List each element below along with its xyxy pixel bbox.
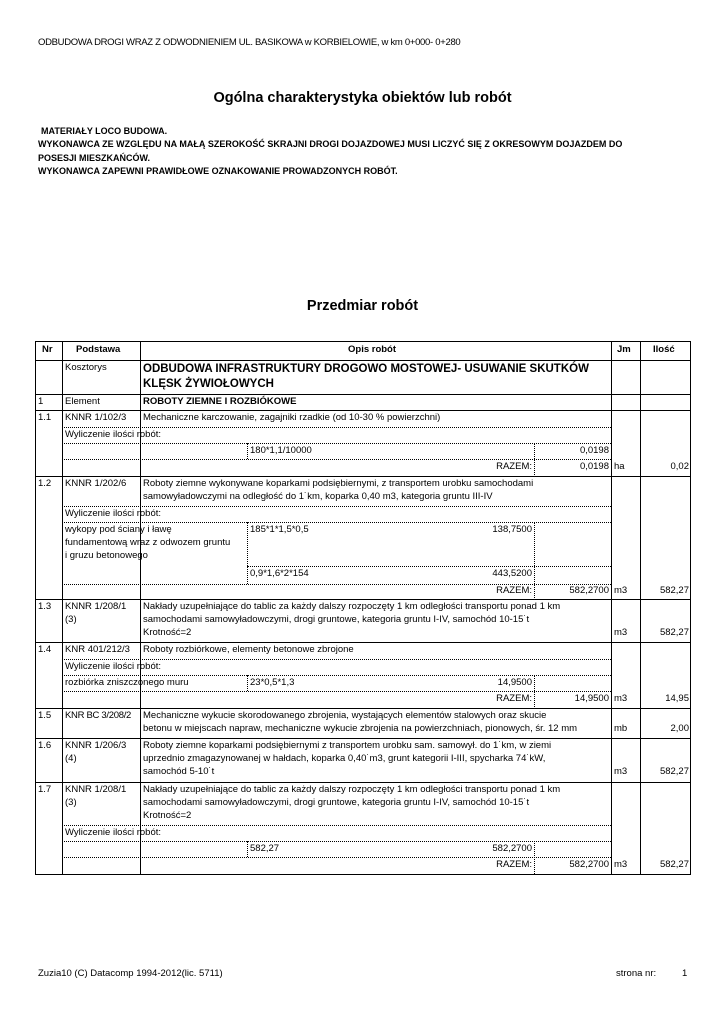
general-notes	[38, 125, 690, 178]
row-opis-line: uprzednio zmagazynowanej w hałdach, koparka 0,40˙m3, grunt kategorii I-III, spycharka 74˙kW,	[143, 753, 546, 764]
row-nr: 1.1	[38, 412, 52, 423]
column-divider	[140, 342, 141, 874]
row-opis-line: Mechaniczne karczowanie, zagajniki rzadkie (od 10-30 % powierzchni)	[143, 412, 441, 423]
row-nr: 1.5	[38, 710, 52, 721]
row-opis-line: Nakłady uzupełniające do tablic za każdy dalszy rozpoczęty 1 km odległości transportu ponad 1 km	[143, 784, 561, 795]
przedmiar-table	[35, 341, 691, 875]
row-divider	[36, 782, 690, 783]
column-divider	[611, 342, 612, 874]
kosztorys-title-2: KLĘSK ŻYWIOŁOWYCH	[143, 378, 274, 390]
header-opis: Opis robót	[348, 344, 397, 355]
row-podstawa: (4)	[65, 753, 77, 764]
row-ilosc: 582,27	[659, 627, 689, 638]
row-divider	[36, 708, 690, 709]
footer-page-label: strona nr:	[616, 968, 657, 979]
calc-divider	[534, 443, 535, 459]
element-nr: 1	[38, 396, 44, 407]
calc-label: Wyliczenie ilości robót:	[65, 661, 162, 672]
row-ilosc: 2,00	[670, 723, 689, 734]
calc-divider	[534, 459, 535, 475]
row-opis-line: betonu w miejscach napraw, mechaniczne wykucie zbrojenia na powierzchniach, pionowych, śr. 12 mm	[143, 723, 578, 734]
calc-formula: 0,9*1,6*2*154	[250, 568, 309, 579]
row-divider	[36, 394, 690, 395]
row-opis-line: Roboty rozbiórkowe, elementy betonowe zbrojone	[143, 644, 354, 655]
calc-divider	[62, 675, 611, 676]
row-jm: m3	[614, 766, 628, 777]
footer-page-number: 1	[682, 968, 688, 979]
row-opis-line: Nakłady uzupełniające do tablic za każdy dalszy rozpoczęty 1 km odległości transportu ponad 1 km	[143, 601, 561, 612]
kosztorys-title-1: ODBUDOWA INFRASTRUKTURY DROGOWO MOSTOWEJ- USUWANIE SKUTKÓW	[143, 363, 589, 375]
row-ilosc: 14,95	[665, 693, 689, 704]
row-divider	[36, 599, 690, 600]
razem-label: RAZEM:	[496, 461, 532, 472]
row-opis-line: samowyładowczymi na odległość do 1˙km, koparka 0,40 m3, kategoria gruntu III-IV	[143, 491, 493, 502]
row-podstawa: (3)	[65, 614, 77, 625]
row-divider	[36, 642, 690, 643]
row-podstawa: KNNR 1/202/6	[65, 478, 127, 489]
calc-divider	[62, 506, 611, 507]
section-title-general: Ogólna charakterystyka obiektów lub robót	[213, 90, 512, 106]
calc-divider	[247, 566, 611, 567]
row-jm: m3	[614, 693, 628, 704]
row-divider	[36, 360, 690, 361]
razem-label: RAZEM:	[496, 859, 532, 870]
calc-divider	[62, 522, 611, 523]
calc-divider	[534, 522, 535, 584]
section-title-przedmiar: Przedmiar robót	[306, 298, 419, 314]
row-nr: 1.3	[38, 601, 52, 612]
header-ilosc: Ilość	[653, 344, 675, 355]
calc-description: i gruzu betonowego	[65, 550, 148, 561]
razem-label: RAZEM:	[496, 693, 532, 704]
row-divider	[36, 476, 690, 477]
calc-divider	[62, 825, 611, 826]
element-label: Element	[65, 396, 100, 407]
calc-divider	[62, 857, 611, 858]
row-nr: 1.2	[38, 478, 52, 489]
calc-divider	[62, 459, 611, 460]
row-opis-line: samochodami samowyładowczymi, drogi gruntowe, kategoria gruntu I-IV, samochód 10-15˙t	[143, 614, 530, 625]
razem-value: 0,0198	[579, 461, 609, 472]
footer-software: Zuzia10 (C) Datacomp 1994-2012(lic. 5711)	[38, 968, 223, 979]
row-jm: m3	[614, 627, 628, 638]
row-opis-line: samochód 5-10˙t	[143, 766, 215, 777]
header-nr: Nr	[42, 344, 53, 355]
row-divider	[36, 738, 690, 739]
calc-divider	[247, 841, 248, 857]
row-jm: m3	[614, 585, 628, 596]
row-divider	[36, 410, 690, 411]
calc-value: 443,5200	[492, 568, 532, 579]
row-opis-line: Mechaniczne wykucie skorodowanego zbrojenia, wystających elementów stalowych oraz skucie	[143, 710, 547, 721]
row-jm: ha	[614, 461, 625, 472]
note-line: MATERIAŁY LOCO BUDOWA.	[41, 126, 168, 136]
row-ilosc: 0,02	[670, 461, 689, 472]
calc-divider	[62, 691, 611, 692]
razem-label: RAZEM:	[496, 585, 532, 596]
row-ilosc: 582,27	[659, 859, 689, 870]
row-opis-line: Krotność=2	[143, 810, 192, 821]
calc-description: fundamentową wraz z odwozem gruntu	[65, 537, 231, 548]
calc-divider	[247, 675, 248, 691]
note-line: POSESJI MIESZKAŃCÓW.	[38, 152, 151, 163]
header-podstawa: Podstawa	[76, 344, 121, 355]
row-jm: mb	[614, 723, 628, 734]
row-opis-line: samochodami samowyładowczymi, drogi gruntowe, kategoria gruntu I-IV, samochód 10-15˙t	[143, 797, 530, 808]
razem-value: 582,2700	[569, 859, 609, 870]
calc-value: 14,9500	[497, 677, 532, 688]
calc-description: wykopy pod ściany i ławę	[65, 524, 172, 535]
razem-value: 14,9500	[574, 693, 609, 704]
calc-label: Wyliczenie ilości robót:	[65, 508, 162, 519]
kosztorys-label: Kosztorys	[65, 362, 107, 373]
note-line: WYKONAWCA ZE WZGLĘDU NA MAŁĄ SZEROKOŚĆ SKRAJNI DROGI DOJAZDOWEJ MUSI LICZYĆ SIĘ Z OKRESOWYM DOJAZDEM DO	[38, 139, 623, 150]
row-podstawa: (3)	[65, 797, 77, 808]
row-opis-line: Roboty ziemne koparkami podsiębiernymi z transportem urobku sam. samowył. do 1˙km, w ziemi	[143, 740, 552, 751]
calc-divider	[534, 584, 535, 598]
row-jm: m3	[614, 859, 628, 870]
calc-divider	[247, 522, 248, 584]
row-opis-line: Krotność=2	[143, 627, 192, 638]
header-jm: Jm	[617, 344, 631, 355]
calc-value: 138,7500	[492, 524, 532, 535]
row-podstawa: KNNR 1/208/1	[65, 601, 127, 612]
calc-label: Wyliczenie ilości robót:	[65, 429, 162, 440]
calc-divider	[62, 841, 611, 842]
calc-formula: 582,27	[250, 843, 280, 854]
calc-label: Wyliczenie ilości robót:	[65, 827, 162, 838]
calc-divider	[62, 427, 611, 428]
column-divider	[62, 342, 63, 874]
row-podstawa: KNNR 1/208/1	[65, 784, 127, 795]
calc-formula: 23*0,5*1,3	[250, 677, 295, 688]
calc-divider	[62, 443, 611, 444]
row-nr: 1.4	[38, 644, 52, 655]
row-podstawa: KNR 401/212/3	[65, 644, 130, 655]
column-divider	[640, 342, 641, 874]
row-ilosc: 582,27	[659, 585, 689, 596]
row-ilosc: 582,27	[659, 766, 689, 777]
row-podstawa: KNNR 1/206/3	[65, 740, 127, 751]
calc-divider	[62, 659, 611, 660]
row-nr: 1.7	[38, 784, 52, 795]
calc-value: 582,2700	[492, 843, 532, 854]
document-header: ODBUDOWA DROGI WRAZ Z ODWODNIENIEM UL. BASIKOWA w KORBIELOWIE, w km 0+000- 0+280	[38, 37, 461, 48]
razem-value: 582,2700	[569, 585, 609, 596]
calc-divider	[247, 443, 248, 459]
calc-formula: 185*1*1,5*0,5	[250, 524, 309, 535]
row-opis-line: Roboty ziemne wykonywane koparkami podsiębiernymi, z transportem urobku samochodami	[143, 478, 534, 489]
row-podstawa: KNNR 1/102/3	[65, 412, 127, 423]
calc-value: 0,0198	[579, 445, 609, 456]
row-podstawa: KNR BC 3/208/2	[65, 710, 132, 721]
note-line: WYKONAWCA ZAPEWNI PRAWIDŁOWE OZNAKOWANIE PROWADZONYCH ROBÓT.	[38, 165, 398, 176]
row-nr: 1.6	[38, 740, 52, 751]
element-title: ROBOTY ZIEMNE I ROZBIÓKOWE	[143, 396, 297, 407]
calc-description: rozbiórka zniszczonego muru	[65, 677, 189, 688]
calc-formula: 180*1,1/10000	[250, 445, 312, 456]
